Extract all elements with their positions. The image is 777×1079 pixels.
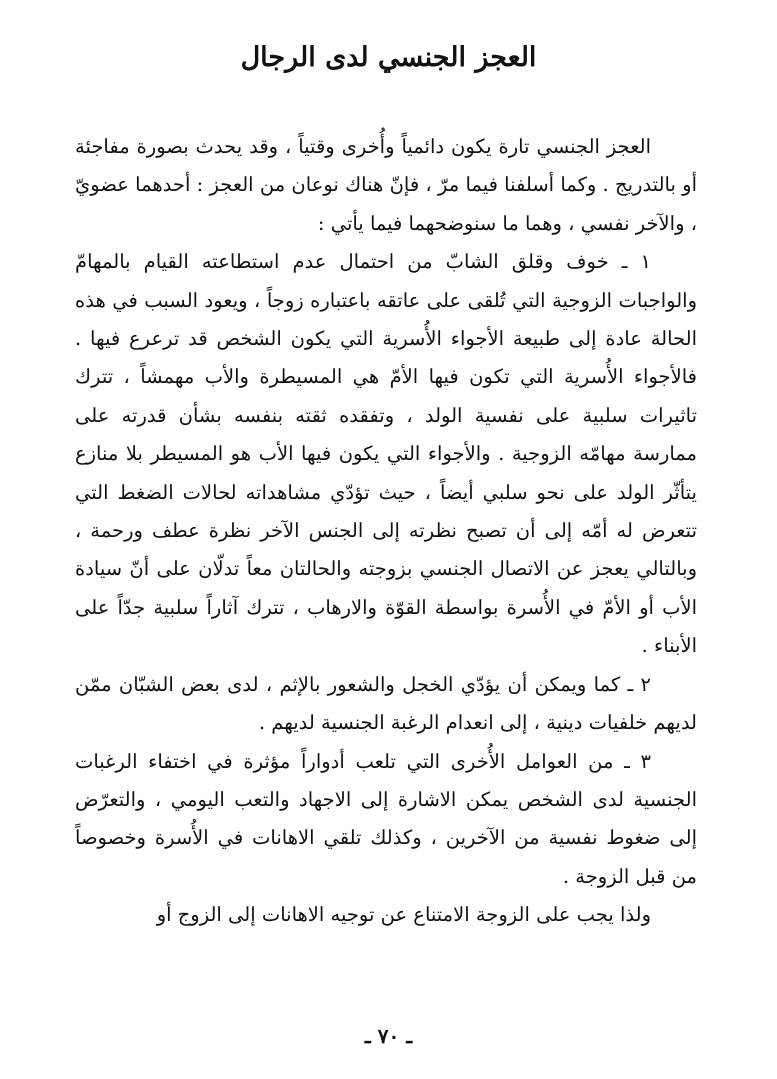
page-title: العجز الجنسي لدى الرجال	[240, 42, 537, 73]
paragraph-point-1: ١ ـ خوف وقلق الشابّ من احتمال عدم استطاعته القيام بالمهامّ والواجبات الزوجية التي تُلقى على عاتقه باعتباره زوجاً ، ويعود السبب في هذه الحالة عادة إلى طبيعة الأجواء الأُسرية التي يكون الشخص قد ترعرع فيها . فالأجواء الأُسرية التي تكون فيها الأمّ هي المسيطرة والأب مهمشاً ، تترك تاثيرات سلبية على نفسية الولد ، وتفقده ثقته بنفسه بشأن قدرته على ممارسة مهامّه الزوجية . والأجواء التي يكون فيها الأب هو المسيطر بلا منازع يتأثّر الولد على نحو سلبي أيضاً ، حيث تؤدّي مشاهداته لحالات الضغط التي تتعرض له أمّه إلى أن تصبح نظرته إلى الجنس الآخر نظرة عطف ورحمة ، وبالتالي يعجز عن الاتصال الجنسي بزوجته والحالتان معاً تدلّان على أنّ سيادة الأب أو الأمّ في الأُسرة بواسطة القوّة والارهاب ، تترك آثاراً سلبية جدّاً على الأبناء .	[75, 250, 697, 658]
paragraph-continuation: ولذا يجب على الزوجة الامتناع عن توجيه الاهانات إلى الزوج أو	[156, 903, 651, 927]
paragraph-point-2: ٢ ـ كما ويمكن أن يؤدّي الخجل والشعور بالإثم ، لدى بعض الشبّان ممّن لديهم خلفيات دينية ، إلى انعدام الرغبة الجنسية لديهم .	[75, 672, 697, 735]
paragraph-intro: العجز الجنسي تارة يكون دائمياً وأُخرى وقتياً ، وقد يحدث بصورة مفاجئة أو بالتدريج . وكما أسلفنا فيما مرّ ، فإنّ هناك نوعان من العجز : أحدهما عضويّ ، والآخر نفسي ، وهما ما سنوضحهما فيما يأتي :	[75, 135, 697, 235]
body-text	[75, 128, 697, 935]
paragraph-point-3: ٣ ـ من العوامل الأُخرى التي تلعب أدواراً مؤثرة في اختفاء الرغبات الجنسية لدى الشخص يمكن الاشارة إلى الاجهاد والتعب اليومي ، والتعرّض إلى ضغوط نفسية من الآخرين ، وكذلك تلقي الاهانات في الأُسرة وخصوصاً من قبل الزوجة .	[75, 749, 697, 888]
page-number: ـ ٧٠ ـ	[364, 1024, 413, 1048]
